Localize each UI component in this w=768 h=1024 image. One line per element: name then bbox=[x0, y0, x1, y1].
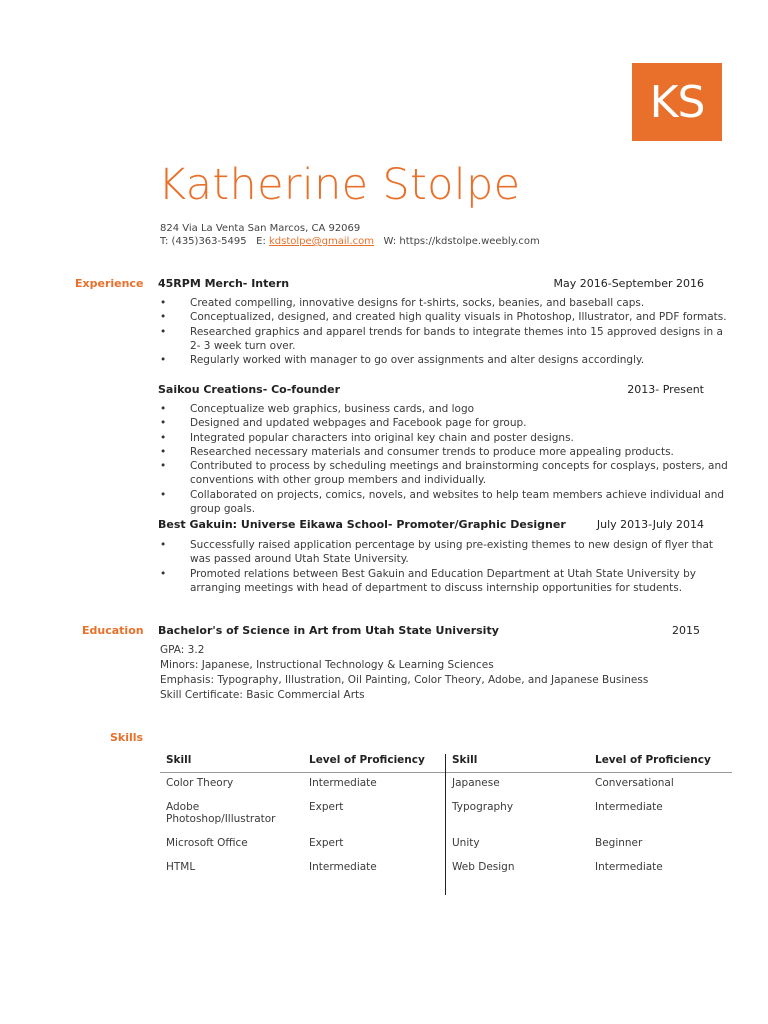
contact-email-prefix: E: bbox=[256, 236, 266, 247]
list-item: • Designed and updated webpages and Facebook page for group. bbox=[158, 416, 728, 430]
list-item: • Created compelling, innovative designs for t-shirts, socks, beanies, and baseball caps. bbox=[158, 296, 728, 310]
table-cell: Unity bbox=[452, 837, 480, 849]
table-cell: Intermediate bbox=[309, 777, 377, 789]
table-cell: Color Theory bbox=[166, 777, 234, 789]
list-item: • Researched graphics and apparel trends for bands to integrate themes into 15 approved designs in a 2- 3 week turn over. bbox=[158, 325, 728, 354]
table-header-row bbox=[160, 754, 732, 773]
table-cell: Expert bbox=[309, 801, 344, 813]
table-cell: HTML bbox=[166, 861, 196, 873]
table-row bbox=[160, 857, 732, 881]
job-header bbox=[158, 383, 704, 396]
list-item: • Regularly worked with manager to go over assignments and alter designs accordingly. bbox=[158, 353, 728, 367]
list-item: • Collaborated on projects, comics, novels, and websites to help team members achieve individual and group goals. bbox=[158, 488, 728, 517]
list-item: • Integrated popular characters into original key chain and poster designs. bbox=[158, 431, 728, 445]
job-header bbox=[158, 277, 704, 290]
job-date: July 2013-July 2014 bbox=[596, 518, 704, 531]
column-header: Level of Proficiency bbox=[595, 754, 711, 766]
table-cell: Typography bbox=[452, 801, 514, 813]
initials-logo bbox=[632, 63, 722, 141]
job-bullets bbox=[158, 538, 728, 595]
education-header bbox=[158, 624, 700, 637]
contact-address: 824 Via La Venta San Marcos, CA 92069 bbox=[160, 223, 361, 234]
skills-label: Skills bbox=[110, 731, 144, 744]
list-item: • Conceptualize web graphics, business cards, and logo bbox=[158, 402, 728, 416]
job-date: May 2016-September 2016 bbox=[553, 277, 704, 290]
contact-line bbox=[160, 236, 540, 247]
table-cell: Adobe Photoshop/Illustrator bbox=[166, 801, 276, 825]
table-cell: Expert bbox=[309, 837, 344, 849]
table-cell: Conversational bbox=[595, 777, 674, 789]
education-detail: Minors: Japanese, Instructional Technology & Learning Sciences bbox=[160, 659, 494, 671]
list-item: • Successfully raised application percentage by using pre-existing themes to new design of flyer that was passed around Utah State University. bbox=[158, 538, 728, 567]
job-title: Saikou Creations- Co-founder bbox=[158, 383, 341, 396]
job-title: 45RPM Merch- Intern bbox=[158, 277, 290, 290]
degree-year: 2015 bbox=[672, 624, 700, 637]
skills-column-divider bbox=[445, 754, 446, 895]
contact-phone: T: (435)363-5495 bbox=[160, 236, 247, 247]
list-item: • Contributed to process by scheduling meetings and brainstorming concepts for cosplays, posters, and conventions with other group members and individually. bbox=[158, 459, 728, 488]
experience-label: Experience bbox=[75, 277, 144, 290]
list-item: • Promoted relations between Best Gakuin and Education Department at Utah State University by arranging meetings with head of department to discuss internship opportunities for students. bbox=[158, 567, 728, 596]
job-date: 2013- Present bbox=[627, 383, 704, 396]
list-item: • Conceptualized, designed, and created high quality visuals in Photoshop, Illustrator, and PDF formats. bbox=[158, 310, 728, 324]
table-cell: Intermediate bbox=[595, 801, 663, 813]
table-row bbox=[160, 773, 732, 798]
column-header: Skill bbox=[166, 754, 192, 766]
column-header: Level of Proficiency bbox=[309, 754, 425, 766]
table-cell: Beginner bbox=[595, 837, 643, 849]
degree-title: Bachelor's of Science in Art from Utah State University bbox=[158, 624, 499, 637]
table-cell: Intermediate bbox=[595, 861, 663, 873]
education-label: Education bbox=[82, 624, 144, 637]
job-title: Best Gakuin: Universe Eikawa School- Promoter/Graphic Designer bbox=[158, 518, 566, 531]
education-detail: Emphasis: Typography, Illustration, Oil Painting, Color Theory, Adobe, and Japanese Business bbox=[160, 674, 649, 686]
table-cell: Intermediate bbox=[309, 861, 377, 873]
education-detail: Skill Certificate: Basic Commercial Arts bbox=[160, 689, 365, 701]
table-row bbox=[160, 797, 732, 833]
skills-table bbox=[160, 754, 732, 881]
contact-email-link[interactable]: kdstolpe@gmail.com bbox=[269, 236, 374, 247]
job-header bbox=[158, 518, 704, 531]
job-bullets bbox=[158, 402, 728, 516]
table-cell: Japanese bbox=[452, 777, 500, 789]
logo-initials: KS bbox=[649, 76, 705, 128]
resume-name: Katherine Stolpe bbox=[158, 160, 521, 210]
table-row bbox=[160, 833, 732, 857]
table-cell: Microsoft Office bbox=[166, 837, 248, 849]
education-detail: GPA: 3.2 bbox=[160, 644, 205, 656]
column-header: Skill bbox=[452, 754, 478, 766]
contact-web: W: https://kdstolpe.weebly.com bbox=[383, 236, 540, 247]
job-bullets bbox=[158, 296, 728, 367]
list-item: • Researched necessary materials and consumer trends to produce more appealing products. bbox=[158, 445, 728, 459]
table-cell: Web Design bbox=[452, 861, 515, 873]
